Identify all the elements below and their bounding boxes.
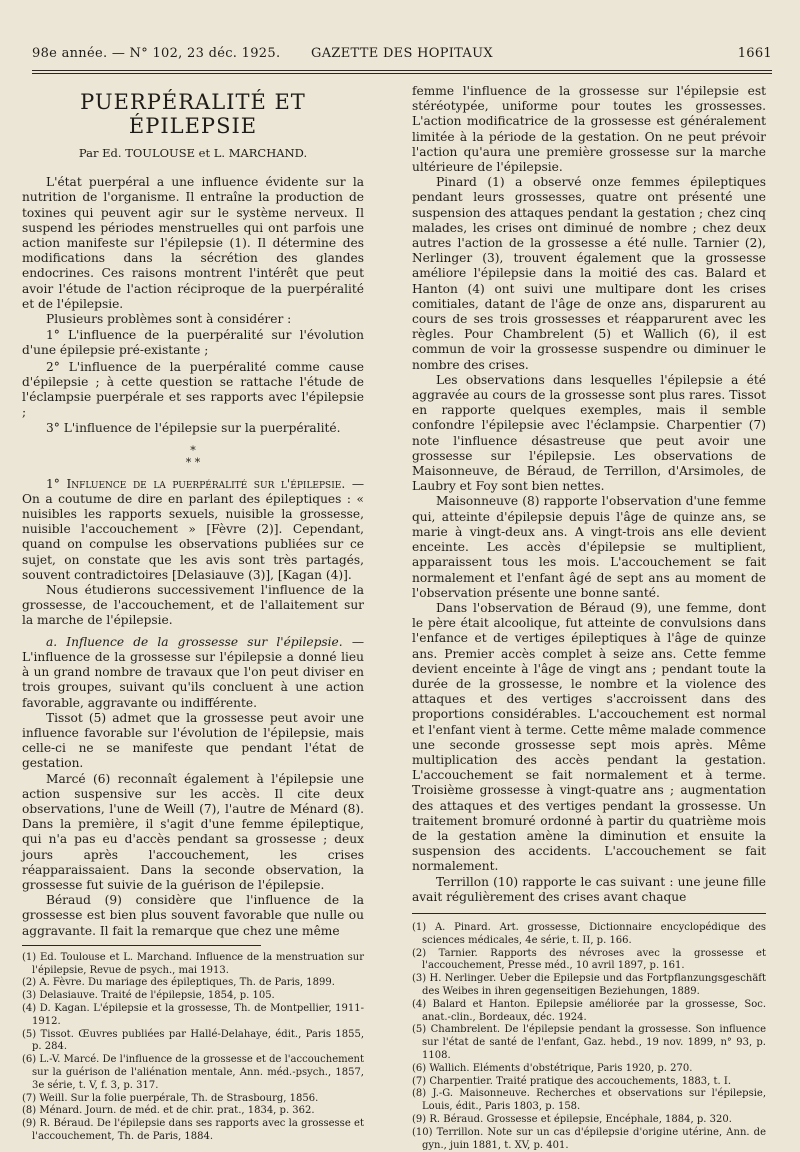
article-title: PUERPÉRALITÉ ET ÉPILEPSIE (80, 90, 306, 138)
footnote: (4) D. Kagan. L'épilepsie et la grossesse, Th. de Montpellier, 1911-1912. (22, 1002, 364, 1027)
section-separator: * * * (185, 443, 201, 469)
footnote: (9) R. Béraud. De l'épilepsie dans ses rapports avec la grossesse et l'accouchement, Th. de Paris, 1884. (22, 1118, 364, 1142)
header-rule-bottom (32, 73, 772, 74)
journal-title: GAZETTE DES HOPITAUX (311, 46, 493, 61)
footnote: (7) Charpentier. Traité pratique des accouchements, 1883, t. I. (412, 1075, 732, 1087)
paragraph-beraud-case: Dans l'observation de Béraud (9), une femme, dont le père était alcoolique, fut atteinte de convulsions dans l'enfance et de vertiges épileptiques à l'âge de quinze ans. Premier accès complet à seize ans. Cette femme devient enceinte à l'âge de vingt ans ; pendant toute la durée de la grossesse, le nombre et la violence des attaques et des vertiges s'accroissent dans des proportions considérables. L'accouchement est normal et l'enfant vient à terme. Cette même malade commence une seconde grossesse sept mois après. Même multiplication des accès pendant la gestation. L'accouchement se fait normalement et à terme. Troisième grossesse à vingt-quatre ans ; augmentation des attaques et des vertiges pendant la grossesse. Un traitement bromuré ordonné à partir du quatrième mois de la gestation amène la diminution et ensuite la suspension des accidents. L'accouchement se fait normalement. (412, 600, 766, 874)
footnote: (6) L.-V. Marcé. De l'influence de la grossesse et de l'accouchement sur la guérison de l'aliénation mentale, Ann. méd.-psych., 1857, 3e série, t. V, f. 3, p. 317. (22, 1054, 364, 1091)
footnote: (10) Terrillon. Note sur un cas d'épilepsie d'origine utérine, Ann. de gyn., juin 1881, t. XV, p. 401. (412, 1126, 766, 1151)
article-authors: Par Ed. TOULOUSE et L. MARCHAND. (78, 146, 308, 160)
problem-item-2: 2° L'influence de la puerpéralité comme cause d'épilepsie ; à cette question se rattache l'étude de l'éclampsie puerpérale et ses rapports avec l'épilepsie ; (22, 359, 364, 420)
subsection-a-text: — L'influence de la grossesse sur l'épilepsie a donné lieu à un grand nombre de travaux que l'on peut diviser en trois groupes, suivant qu'ils concluent à une action favorable, aggravante ou indifférente. (22, 634, 364, 710)
footnotes-left (22, 952, 364, 1144)
problem-item-3: 3° L'influence de l'épilepsie sur la puerpéralité. (46, 421, 341, 436)
paragraph-tissot: Tissot (5) admet que la grossesse peut avoir une influence favorable sur l'évolution de l'épilepsie, mais celle-ci ne se manifeste que pendant l'état de gestation. (22, 710, 364, 771)
paragraph-aggravation: Les observations dans lesquelles l'épilepsie a été aggravée au cours de la grossesse sont plus rares. Tissot en rapporte quelques exemples, mais il semble confondre l'épilepsie avec l'éclampsie. Charpentier (7) note l'influence désastreuse que peut avoir une grossesse sur l'épilepsie. Les observations de Maisonneuve, de Béraud, de Terrillon, d'Arsimoles, de Laubry et Foy sont bien nettes. (412, 372, 766, 494)
footnote: (8) J.-G. Maisonneuve. Recherches et observations sur l'épilepsie, Louis, édit., Paris 1803, p. 158. (412, 1088, 766, 1113)
header-rule-top (32, 70, 772, 71)
subsection-a-heading: a. Influence de la grossesse sur l'épilepsie. (46, 634, 343, 649)
issue-info: 98e année. — N° 102, 23 déc. 1925. (32, 46, 281, 61)
running-header (32, 42, 772, 66)
section-1-text: — On a coutume de dire en parlant des épileptiques : « nuisibles les rapports sexuels, nuisible la grossesse, nuisible l'accouchement » [Fèvre (2)]. Cependant, quand on compulse les observations publiées sur ce sujet, on constate que les avis sont très partagés, souvent contradictoires [Delasiauve (3)], [Kagan (4)]. (22, 476, 364, 582)
footnote: (1) A. Pinard. Art. grossesse, Dictionnaire encyclopédique des sciences médicales, 4e série, t. II, p. 166. (412, 921, 766, 946)
footnote-rule-left (22, 945, 261, 946)
right-column (412, 84, 766, 1152)
footnote: (3) H. Nerlinger. Ueber die Epilepsie und das Fortpflanzungsgeschäft des Weibes in ihren gegenseitigen Beziehungen, 1889. (412, 973, 766, 997)
section-1-text-2: Nous étudierons successivement l'influence de la grossesse, de l'accouchement, et de l'allaitement sur la marche de l'épilepsie. (22, 583, 364, 628)
footnote: (6) Wallich. Eléments d'obstétrique, Paris 1920, p. 270. (412, 1062, 693, 1074)
footnotes-right (412, 922, 766, 1152)
footnote: (5) Chambrelent. De l'épilepsie pendant la grossesse. Son influence sur l'état de santé de l'enfant, Gaz. hebd., 19 nov. 1899, n° 93, p. 1108. (412, 1024, 766, 1061)
footnote: (2) Tarnier. Rapports des névroses avec la grossesse et l'accouchement, Presse méd., 10 avril 1897, p. 161. (412, 947, 766, 972)
paragraph-maisonneuve: Maisonneuve (8) rapporte l'observation d'une femme qui, atteinte d'épilepsie depuis l'âge de quinze ans, se marie à vingt-deux ans. A vingt-trois ans elle devient enceinte. Les accès d'épilepsie se multiplient, apparaissent tous les mois. L'accouchement se fait normalement et l'enfant âgé de sept ans au moment de l'observation présente une bonne santé. (412, 494, 766, 600)
footnote: (9) R. Béraud. Grossesse et épilepsie, Encéphale, 1884, p. 320. (412, 1113, 732, 1125)
paragraph-continued: femme l'influence de la grossesse sur l'épilepsie est stéréotypée, uniforme pour toutes les grossesses. L'action modificatrice de la grossesse est généralement limitée à la période de la gestation. On ne peut prévoir l'action qu'aura une première grossesse sur la marche ultérieure de l'épilepsie. (412, 84, 766, 175)
section-1-heading: 1° Influence de la puerpéralité sur l'épilepsie. (46, 476, 346, 491)
paragraph-marce: Marcé (6) reconnaît également à l'épilepsie une action suspensive sur les accès. Il cite deux observations, l'une de Weill (7), l'autre de Ménard (8). Dans la première, il s'agit d'une femme épileptique, qui n'a pas eu d'accès pendant sa grossesse ; deux jours après l'accouchement, les crises réapparaissaient. Dans la seconde observation, la grossesse fut suivie de la guérison de l'épilepsie. (22, 771, 364, 892)
footnote: (2) A. Fèvre. Du mariage des épileptiques, Th. de Paris, 1899. (22, 977, 335, 989)
intro-problems: Plusieurs problèmes sont à considérer : (46, 312, 292, 327)
problem-list (22, 328, 364, 436)
footnote: (5) Tissot. Œuvres publiées par Hallé-Delahaye, édit., Paris 1855, p. 284. (22, 1028, 364, 1053)
left-column (22, 84, 364, 1144)
paragraph-pinard: Pinard (1) a observé onze femmes épileptiques pendant leurs grossesses, quatre ont présenté une suspension des attaques pendant la gestation ; chez cinq malades, les crises ont diminué de nombre ; chez deux autres l'action de la grossesse a été nulle. Tarnier (2), Nerlinger (3), trouvent également que la grossesse améliore l'épilepsie dans la moitié des cas. Balard et Hanton (4) ont suivi une multipare dont les crises comitiales, datant de l'âge de onze ans, disparurent au cours de ses trois grossesses et réapparurent avec les règles. Pour Chambrelent (5) et Wallich (6), il est commun de voir la grossesse suspendre ou diminuer le nombre des crises. (412, 175, 766, 372)
intro-paragraph: L'état puerpéral a une influence évidente sur la nutrition de l'organisme. Il entraîne la production de toxines qui peuvent agir sur le système nerveux. Il suspend les périodes menstruelles qui ont parfois une action manifeste sur l'épilepsie (1). Il détermine des modifications dans la sécrétion des glandes endocrines. Ces raisons montrent l'intérêt que peut avoir l'étude de l'action réciproque de la puerpéralité et de l'épilepsie. (22, 175, 364, 311)
paragraph-beraud: Béraud (9) considère que l'influence de la grossesse est bien plus souvent favorable que nulle ou aggravante. Il fait la remarque que chez une même (22, 893, 364, 938)
problem-item-1: 1° L'influence de la puerpéralité sur l'évolution d'une épilepsie pré-existante ; (22, 328, 364, 358)
footnote: (7) Weill. Sur la folie puerpérale, Th. de Strasbourg, 1856. (22, 1092, 319, 1104)
footnote: (3) Delasiauve. Traité de l'épilepsie, 1854, p. 105. (22, 990, 275, 1002)
footnote: (4) Balard et Hanton. Epilepsie améliorée par la grossesse, Soc. anat.-clin., Bordeaux, déc. 1924. (412, 998, 766, 1023)
footnote: (8) Ménard. Journ. de méd. et de chir. prat., 1834, p. 362. (22, 1105, 315, 1117)
footnote: (1) Ed. Toulouse et L. Marchand. Influence de la menstruation sur l'épilepsie, Revue de psych., mai 1913. (22, 951, 364, 976)
page-number: 1661 (737, 46, 772, 61)
paragraph-terrillon: Terrillon (10) rapporte le cas suivant : une jeune fille avait régulièrement des crises avant chaque (412, 874, 766, 904)
subsection-a-paragraph (22, 635, 364, 711)
footnote-rule-right (412, 913, 766, 914)
section-1-paragraph (22, 477, 364, 583)
